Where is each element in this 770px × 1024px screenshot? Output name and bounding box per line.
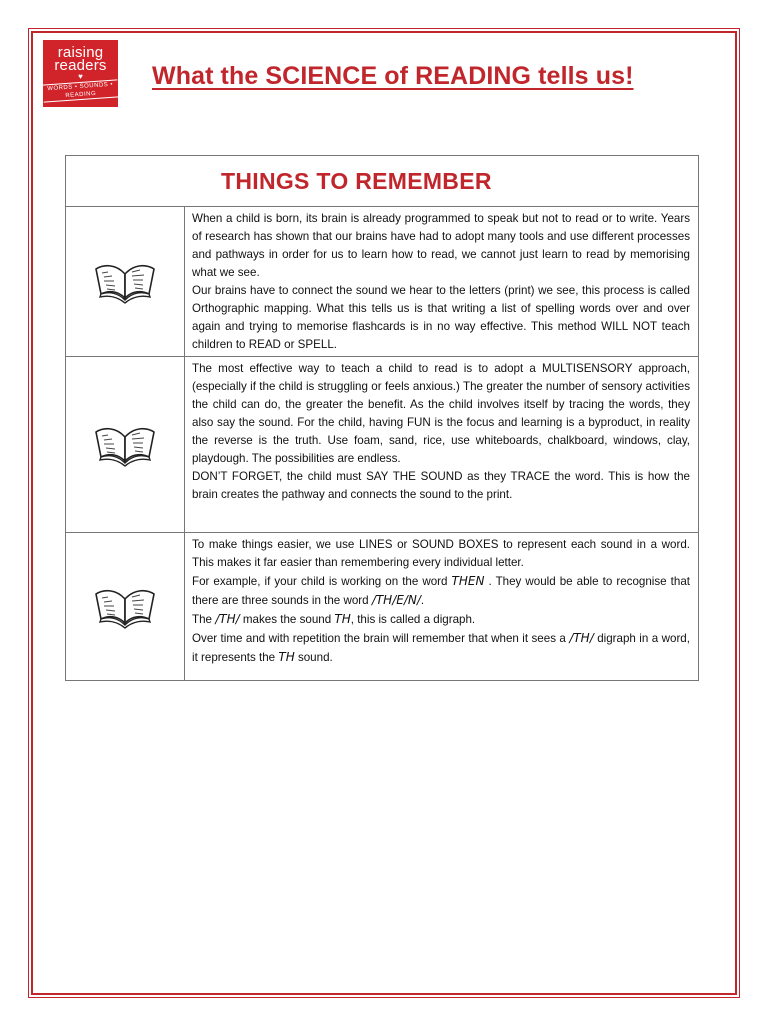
text-run: , this is called a digraph. bbox=[350, 613, 476, 626]
text-run: . bbox=[420, 594, 425, 607]
heart-icon: ♥ bbox=[78, 72, 83, 81]
paragraph bbox=[192, 629, 690, 667]
digraph-label: /TH/ bbox=[215, 612, 240, 626]
table-header bbox=[66, 156, 698, 207]
digraph-sound: TH bbox=[278, 650, 295, 664]
text-run: sound. bbox=[294, 651, 333, 664]
open-book-icon bbox=[92, 585, 158, 629]
example-word: THEN bbox=[451, 574, 485, 588]
info-table bbox=[65, 155, 699, 681]
digraph-sound: TH bbox=[334, 612, 351, 626]
logo-line-3: WORDS • SOUNDS • READING bbox=[42, 79, 118, 102]
text-cell bbox=[185, 533, 698, 680]
icon-cell bbox=[66, 533, 185, 680]
open-book-icon bbox=[92, 423, 158, 467]
text-run: For example, if your child is working on the word bbox=[192, 575, 452, 588]
paragraph bbox=[192, 572, 690, 610]
paragraph: To make things easier, we use LINES or SOUND BOXES to represent each sound in a word. This makes it far easier than remembering every individual letter. bbox=[192, 538, 690, 569]
example-sounds: /TH/E/N/ bbox=[371, 593, 421, 607]
logo-line-2: readers bbox=[54, 57, 107, 74]
page-title: What the SCIENCE of READING tells us! bbox=[152, 62, 634, 90]
text-run: The bbox=[192, 613, 216, 626]
table-row bbox=[66, 533, 698, 680]
text-run: Over time and with repetition the brain will remember that when it sees a bbox=[192, 632, 570, 645]
paragraph: The most effective way to teach a child to read is to adopt a MULTISENSORY approach, (especially if the child is struggling or feels anxious.) The greater the number of sensory activities the child can do, the greater the benefit. As the child involves itself by tracing the words, they also say the sound. For the child, having FUN is the focus and learning is a byproduct, in reality the reverse is the truth. Use foam, sand, rice, use whiteboards, chalkboard, windows, clay, playdough. The possibilities are endless. bbox=[192, 362, 690, 465]
text-run: makes the sound bbox=[239, 613, 335, 626]
icon-cell bbox=[66, 207, 185, 356]
text-run: . They would be able to recognise that there are three sounds in the word bbox=[192, 575, 690, 607]
raising-readers-logo bbox=[43, 40, 118, 107]
paragraph bbox=[192, 610, 690, 629]
text-cell bbox=[185, 207, 698, 356]
logo-line-1: raising bbox=[57, 44, 104, 61]
text-cell bbox=[185, 357, 698, 532]
table-row bbox=[66, 357, 698, 533]
digraph-label: /TH/ bbox=[569, 631, 594, 645]
paragraph: DON’T FORGET, the child must SAY THE SOUND as they TRACE the word. This is how the brain creates the pathway and connects the sound to the print. bbox=[192, 470, 690, 501]
paragraph: Our brains have to connect the sound we hear to the letters (print) we see, this process is called Orthographic mapping. What this tells us is that writing a list of spelling words over and over again and trying to memorise flashcards is in no way effective. This method WILL NOT teach children to READ or SPELL. bbox=[192, 284, 690, 351]
text-run: digraph in a word, it represents the bbox=[192, 632, 690, 664]
paragraph: When a child is born, its brain is already programmed to speak but not to read or to write. Years of research has shown that our brains have had to adopt many tools and use different processes and pathways in order for us to learn how to read, we cannot just learn to read by memorising what we see. bbox=[192, 212, 690, 279]
table-row bbox=[66, 207, 698, 357]
section-heading: THINGS TO REMEMBER bbox=[221, 168, 492, 194]
open-book-icon bbox=[92, 260, 158, 304]
icon-cell bbox=[66, 357, 185, 532]
